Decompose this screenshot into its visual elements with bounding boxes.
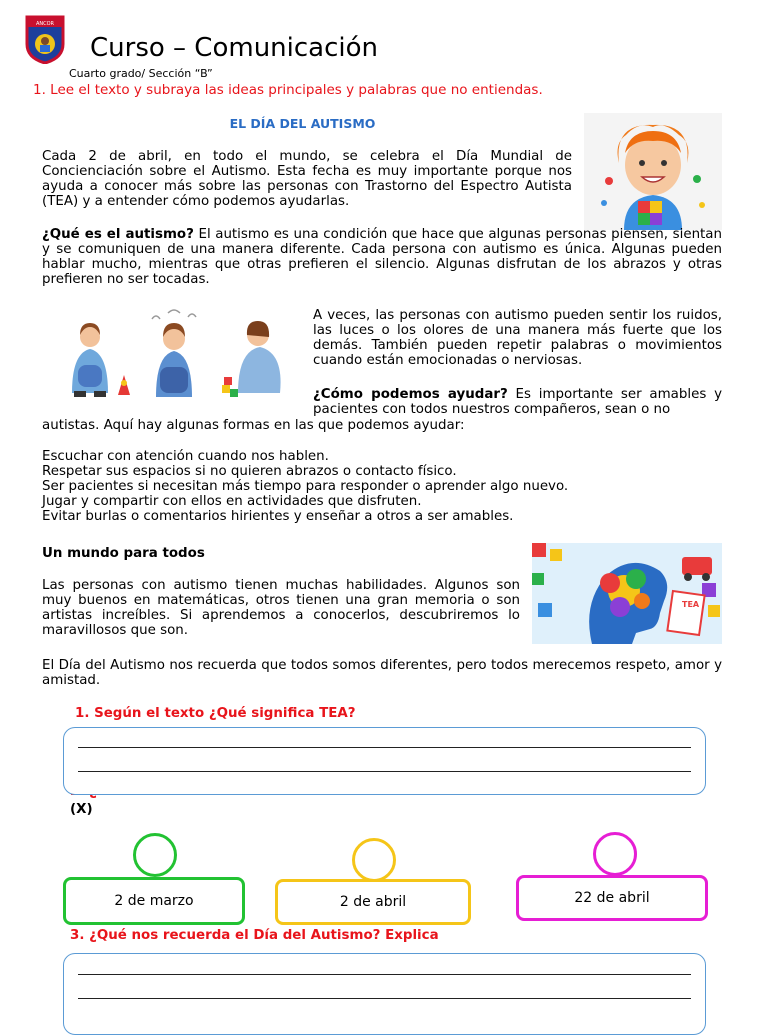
answer-line[interactable] — [78, 998, 691, 999]
school-logo — [23, 14, 67, 64]
paragraph-abilities: Las personas con autismo tienen muchas habilidades. Algunos son muy buenos en matemáticas, otros tienen una gran memoria o son artistas increíbles. Si aprendemos a conocerlos, descubriremos lo maravillosos que son. — [42, 578, 520, 638]
grade-section: Cuarto grado/ Sección “B” — [69, 67, 213, 80]
option-2[interactable]: 2 de abril — [275, 879, 471, 925]
paragraph-text: El autismo es una condición que hace que algunas personas piensen, sientan y se comuniquen de una manera diferente. Cada persona con autismo es única. Algunas pueden hablar mucho, mientras que otras prefieren el silencio. Algunas disfrutan de los abrazos y otras prefieren no ser tocadas. — [42, 227, 722, 287]
instruction: 1. Lee el texto y subraya las ideas principales y palabras que no entiendas. — [33, 82, 543, 98]
paragraph-text: Es importante ser amables y pacientes con todos nuestros compañeros, sean o no — [313, 387, 722, 417]
page-title: Curso – Comunicación — [90, 33, 379, 63]
puzzle-head-illustration — [532, 543, 722, 644]
paragraph-conclusion: El Día del Autismo nos recuerda que todos somos diferentes, pero todos merecemos respeto, amor y amistad. — [42, 658, 722, 688]
paragraph-senses: A veces, las personas con autismo pueden sentir los ruidos, las luces o los olores de una manera más fuerte que los demás. También pueden repetir palabras o movimientos cuando están emocionadas o nerviosas. — [313, 308, 722, 368]
question-heading: ¿Qué es el autismo? — [42, 227, 194, 242]
article-title: EL DÍA DEL AUTISMO — [229, 116, 376, 131]
list-item: Escuchar con atención cuando nos hablen. — [42, 449, 329, 464]
list-item: Evitar burlas o comentarios hirientes y enseñar a otros a ser amables. — [42, 509, 514, 524]
answer-box-3[interactable] — [63, 953, 706, 1035]
children-illustration — [48, 305, 300, 408]
tea-label: TEA — [682, 600, 700, 609]
answer-line[interactable] — [78, 771, 691, 772]
paragraph-how-help-cont: autistas. Aquí hay algunas formas en las que podemos ayudar: — [42, 418, 465, 433]
child-puzzle-illustration — [584, 113, 722, 230]
question-heading: ¿Cómo podemos ayudar? — [313, 387, 508, 402]
list-item: Respetar sus espacios si no quieren abrazos o contacto físico. — [42, 464, 457, 479]
question-3: 3. ¿Qué nos recuerda el Día del Autismo? Explica — [70, 928, 439, 943]
paragraph-what-is-autism — [42, 227, 722, 287]
answer-box-1[interactable] — [63, 727, 706, 795]
mark-circle-option-2[interactable] — [352, 838, 396, 882]
list-item: Jugar y compartir con ellos en actividades que disfruten. — [42, 494, 422, 509]
paragraph-how-help — [313, 387, 722, 417]
paragraph-intro: Cada 2 de abril, en todo el mundo, se celebra el Día Mundial de Concienciación sobre el Autismo. Esta fecha es muy importante porque nos ayuda a conocer más sobre las personas con Trastorno del Espectro Autista (TEA) y a entender cómo podemos ayudarlas. — [42, 149, 572, 209]
help-list — [42, 449, 722, 524]
question-1: 1. Según el texto ¿Qué significa TEA? — [75, 706, 356, 721]
mark-circle-option-3[interactable] — [593, 832, 637, 876]
option-3[interactable]: 22 de abril — [516, 875, 708, 921]
option-1[interactable]: 2 de marzo — [63, 877, 245, 925]
answer-line[interactable] — [78, 974, 691, 975]
section-heading: Un mundo para todos — [42, 546, 205, 561]
logo-text: ANCOR — [35, 21, 55, 27]
question-2-mark-x: (X) — [70, 802, 93, 817]
answer-line[interactable] — [78, 747, 691, 748]
mark-circle-option-1[interactable] — [133, 833, 177, 877]
list-item: Ser pacientes si necesitan más tiempo para responder o aprender algo nuevo. — [42, 479, 569, 494]
